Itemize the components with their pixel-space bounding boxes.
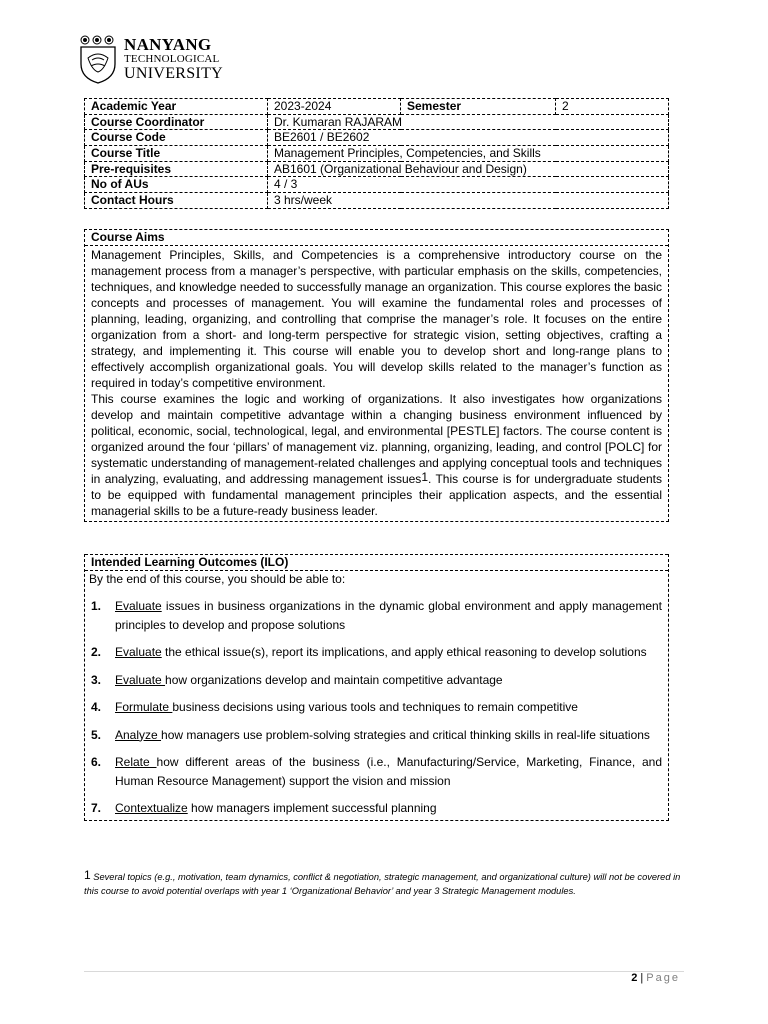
page-label: Page [646,972,680,984]
prerequisites-label: Pre-requisites [85,161,268,177]
academic-year-label: Academic Year [85,99,268,115]
paragraph-2-continued: . This course is for undergraduate students to be equipped with fundamental management principles their application aspects, and the essential managerial skills to be a future-ready business leader. [91,472,662,518]
footnote-text: Several topics (e.g., motivation, team dynamics, conflict & negotiation, strategic management, and organizational culture) will not be covered in this course to avoid potential overlaps with year 1 ‘Organizational Behavior’ and year 3 Strategic Management modules. [84,872,681,896]
course-aims-section [84,229,669,522]
list-item [91,753,662,790]
ilo-list [85,597,668,820]
course-aims-paragraph-2 [91,391,662,519]
item-number: 1. [91,599,102,613]
item-text: how managers use problem-solving strategies and critical thinking skills in real-life situations [161,727,650,742]
course-info-table [84,98,669,209]
item-text: issues in business organizations in the dynamic global environment and apply management principles to develop and propose solutions [115,599,662,632]
item-verb: Formulate [115,700,173,714]
paragraph-2-text: This course examines the logic and working of organizations. It also investigates how organizations develop and maintain competitive advantage within a changing business environment influenced by political, economic, social, technological, legal, and environmental [PESTLE] factors. The course content is organized around the four ‘pillars’ of management viz. planning, organizing, leading, and control [POLC] for systematic understanding of management-related challenges and applying conceptual tools and techniques in analyzing, evaluating, and addressing management issues [91,392,662,486]
list-item [91,698,662,717]
course-code-value: BE2601 / BE2602 [268,130,669,146]
coordinator-label: Course Coordinator [85,114,268,130]
item-verb: Evaluate [115,645,162,659]
item-number: 5. [91,727,102,742]
table-row [85,161,669,177]
item-verb: Contextualize [115,801,188,815]
table-row [85,193,669,209]
list-item [91,597,662,634]
coordinator-value: Dr. Kumaran RAJARAM [268,114,669,130]
prerequisites-value: AB1601 (Organizational Behaviour and Design) [268,161,669,177]
page-number [631,972,680,984]
table-row [85,177,669,193]
university-name [124,36,223,82]
item-text: business decisions using various tools and techniques to remain competitive [172,700,578,714]
course-title-label: Course Title [85,146,268,162]
table-row [85,114,669,130]
semester-value: 2 [556,99,669,115]
aus-value: 4 / 3 [268,177,669,193]
table-row [85,146,669,162]
item-text: the ethical issue(s), report its implications, and apply ethical reasoning to develop solutions [161,645,647,659]
item-number: 6. [91,755,102,769]
page-number-value: 2 [631,972,638,984]
ilo-heading: Intended Learning Outcomes (ILO) [85,554,668,571]
ilo-section [84,554,669,821]
item-number: 3. [91,672,102,687]
item-verb: Evaluate [115,599,162,613]
page-separator: | [637,972,647,984]
footnote [84,868,684,898]
item-number: 7. [91,801,102,815]
list-item [91,671,662,690]
contact-hours-label: Contact Hours [85,193,268,209]
item-verb: Analyze [115,727,162,742]
item-text: how managers implement successful planning [187,801,437,815]
footnote-reference: 1 [421,470,428,484]
logo-line-2: TECHNOLOGICAL [124,53,220,65]
item-number: 4. [91,700,102,714]
course-aims-paragraph-1: Management Principles, Skills, and Competencies is a comprehensive introductory course on the management process from a manager’s perspective, with particular emphasis on the skills, competencies, techniques, and knowledge needed to successfully manage an organization. This course explores the basic concepts and processes of management. You will examine the fundamental roles and processes of planning, leading, organizing, and controlling that comprise the manager’s role. It focuses on the entire organization from a short- and long-term perspective for strategic vision, setting objectives, crafting a strategy, and implementing it. This course will enable you to develop short and long-range plans to effectively accomplish organizational goals. You will develop skills related to the manager’s function as required in today’s competitive environment. [91,248,662,390]
course-aims-heading: Course Aims [85,230,668,246]
table-row [85,99,669,115]
item-verb: Relate [115,755,157,769]
table-row [85,130,669,146]
list-item [91,643,662,662]
footer-divider [84,971,684,972]
logo-line-3: UNIVERSITY [124,65,223,82]
list-item [91,726,662,745]
item-verb: Evaluate [115,672,166,687]
ilo-intro: By the end of this course, you should be able to: [89,572,346,586]
item-number: 2. [91,645,102,659]
course-title-value: Management Principles, Competencies, and Skills [268,146,669,162]
item-text: how different areas of the business (i.e., Manufacturing/Service, Marketing, Finance, and Human Resource Management) support the vision and mission [115,755,662,788]
academic-year-value: 2023-2024 [268,99,401,115]
logo-line-1: NANYANG [124,35,212,54]
aus-label: No of AUs [85,177,268,193]
contact-hours-value: 3 hrs/week [268,193,669,209]
course-code-label: Course Code [85,130,268,146]
course-aims-body [85,246,668,521]
list-item [91,799,662,818]
footnote-number: 1 [84,868,91,882]
semester-label: Semester [401,99,556,115]
item-text: how organizations develop and maintain competitive advantage [165,672,503,687]
